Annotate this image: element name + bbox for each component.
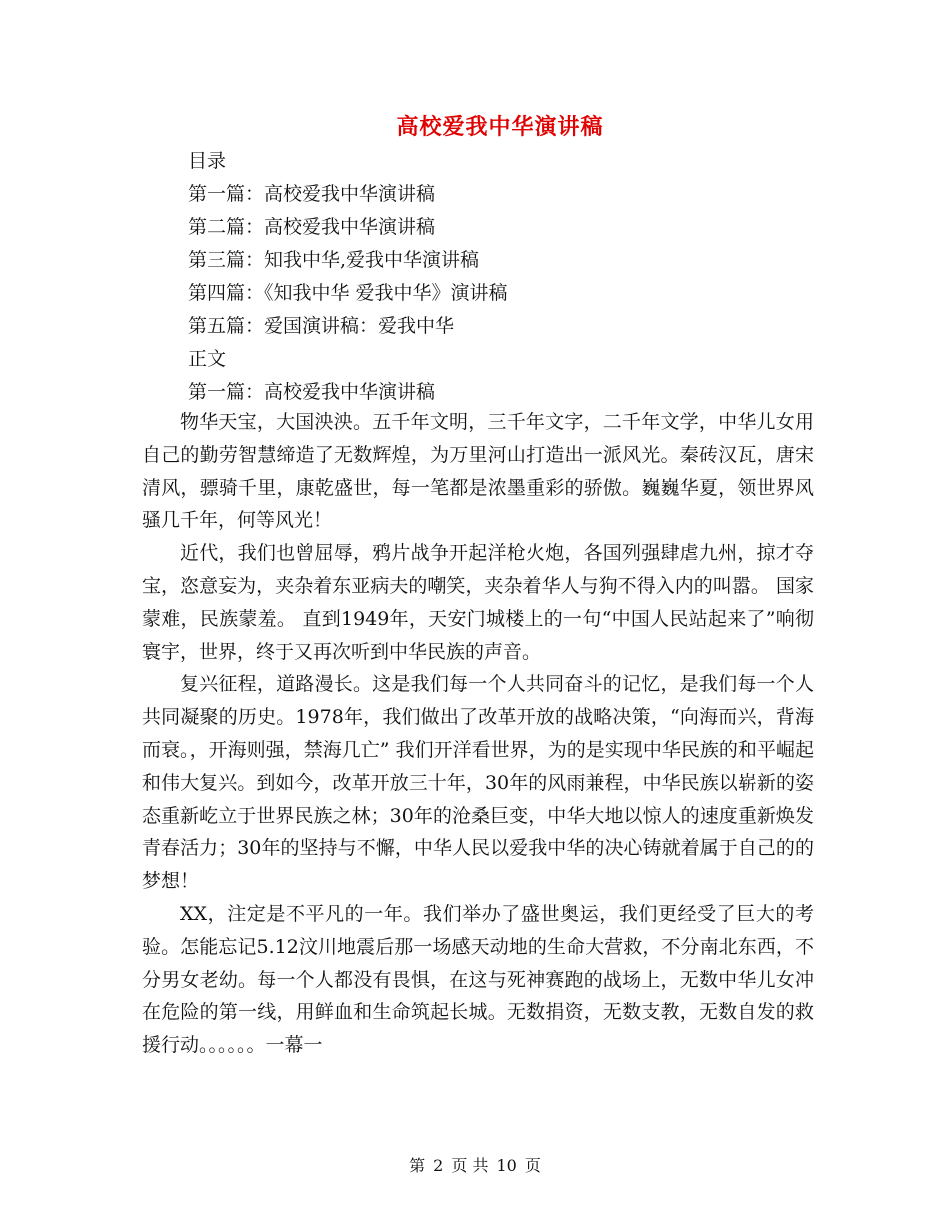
page-footer — [0, 1153, 950, 1176]
paragraph: 近代，我们也曾屈辱，鸦片战争开起洋枪火炮，各国列强肆虐九州，掠才夺宝，恣意妄为，夹杂着东亚病夫的嘲笑，夹杂着华人与狗不得入内的叫嚣。 国家蒙难，民族蒙羞。 直到1949年，天安门城楼上的一句“中国人民站起来了”响彻寰宇，世界，终于又再次听到中华民族的声音。 — [142, 542, 814, 663]
paragraph: XX，注定是不平凡的一年。我们举办了盛世奥运，我们更经受了巨大的考验。怎能忘记5.12汶川地震后那一场感天动地的生命大营救，不分南北东西，不分男女老幼。每一个人都没有畏惧，在这与死神赛跑的战场上，无数中华儿女冲在危险的第一线，用鲜血和生命筑起长城。无数捐资，无数支教，无数自发的救援行动。。。。。。一幕一 — [142, 902, 814, 1057]
table-of-contents — [188, 145, 508, 409]
body-text — [142, 406, 814, 1062]
section-heading: 第一篇：高校爱我中华演讲稿 — [188, 381, 436, 403]
body-heading: 正文 — [188, 348, 227, 370]
toc-heading: 目录 — [188, 150, 227, 172]
footer-prefix: 第 — [409, 1156, 426, 1175]
toc-item-5: 第五篇：爱国演讲稿：爱我中华 — [188, 315, 455, 337]
footer-page-number: 2 — [433, 1156, 444, 1175]
toc-item-2: 第二篇：高校爱我中华演讲稿 — [188, 216, 436, 238]
paragraph: 物华天宝，大国泱泱。五千年文明，三千年文字，二千年文学，中华儿女用自己的勤劳智慧缔造了无数辉煌，为万里河山打造出一派风光。秦砖汉瓦，唐宋清风，骠骑千里，康乾盛世，每一笔都是浓墨重彩的骄傲。巍巍华夏，领世界风骚几千年，何等风光！ — [142, 411, 814, 532]
document-title: 高校爱我中华演讲稿 — [396, 115, 604, 140]
footer-suffix: 页 — [524, 1156, 541, 1175]
toc-item-1: 第一篇：高校爱我中华演讲稿 — [188, 183, 436, 205]
toc-item-4: 第四篇：《知我中华 爱我中华》演讲稿 — [188, 282, 508, 304]
footer-middle: 页 共 — [451, 1156, 489, 1175]
paragraph: 复兴征程，道路漫长。这是我们每一个人共同奋斗的记忆，是我们每一个人共同凝聚的历史。1978年，我们做出了改革开放的战略决策，“向海而兴，背海而衰。，开海则强，禁海几亡” 我们开洋看世界，为的是实现中华民族的和平崛起和伟大复兴。到如今，改革开放三十年，30年的风雨兼程，中华民族以崭新的姿态重新屹立于世界民族之林；30年的沧桑巨变，中华大地以惊人的速度重新焕发青春活力；30年的坚持与不懈，中华人民以爱我中华的决心铸就着属于自己的的梦想！ — [142, 673, 814, 893]
footer-total-pages: 10 — [496, 1156, 517, 1175]
toc-item-3: 第三篇：知我中华,爱我中华演讲稿 — [188, 249, 480, 271]
